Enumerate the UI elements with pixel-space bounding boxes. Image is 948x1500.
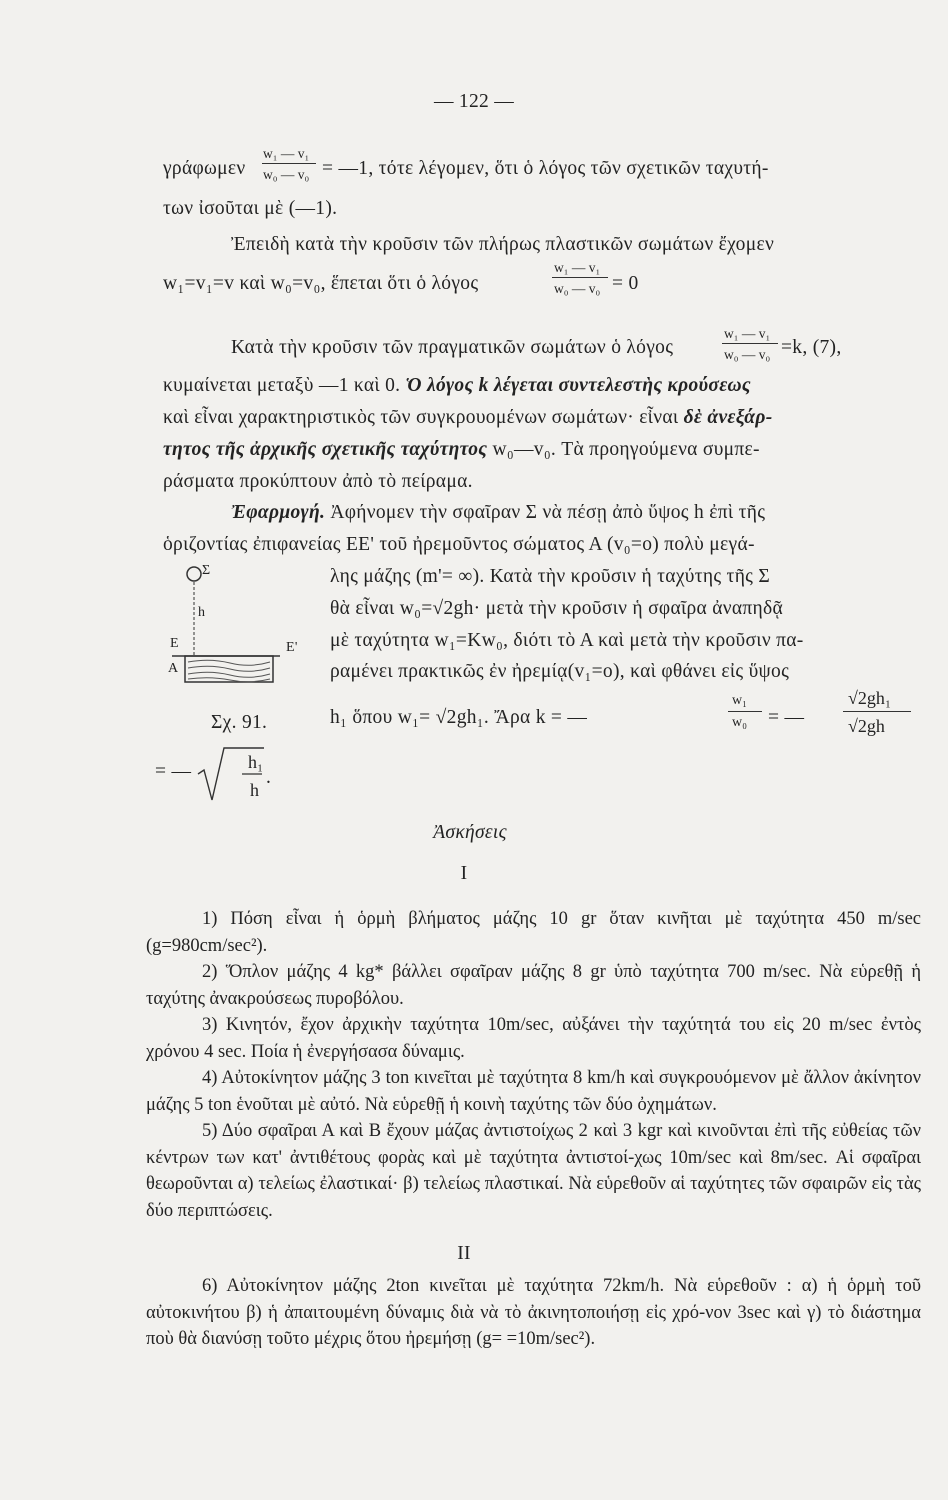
fraction-numerator: w₁ xyxy=(732,693,747,708)
text-line: μὲ ταχύτητα w₁=Kw₀, διότι τὸ Α καὶ μετὰ τὴν κροῦσιν πα- xyxy=(330,630,804,651)
exercise-item: 5) Δύο σφαῖραι Α καὶ Β ἔχουν μάζας ἀντιστοίχως 2 καὶ 3 kgr καὶ κινοῦνται ἐπὶ τῆς εὐθείας τῶν κέντρων των κατ' ἀντιθέτους φορὰς καὶ μὲ ταχύτητα ἀντιστοί-χως 10m/sec καὶ 8m/sec. Αἱ σφαῖραι θεωροῦνται α) τελείως ἐλαστικαί· β) τελείως πλαστικαί. Νὰ εὑρεθοῦν αἱ ταχύτητες τῶν σφαιρῶν εἰς τὰς δύο περιπτώσεις. xyxy=(146,1121,921,1221)
exercise-item: 6) Αὐτοκίνητον μάζης 2ton κινεῖται μὲ ταχύτητα 72km/h. Νὰ εὑρεθοῦν : α) ἡ ὁρμὴ τοῦ αὐτοκινήτου β) ἡ ἀπαιτουμένη δύναμις διὰ νὰ τὸ ἀκινητοποιήσῃ εἰς χρό-νον 3sec καὶ γ) τὸ διάστημα ποὺ θὰ διανύσῃ τοῦτο μέχρις ὅτου ἠρεμήσῃ (g= =10m/sec²). xyxy=(146,1276,921,1349)
text-line: =k, (7), xyxy=(781,337,842,358)
fraction-denominator: h xyxy=(250,780,259,800)
text-line: θὰ εἶναι w₀=√2gh· μετὰ τὴν κροῦσιν ἡ σφαῖρα ἀναπηδᾷ xyxy=(330,598,784,619)
fraction-bar xyxy=(843,711,911,712)
text-line: ράσματα προκύπτουν ἀπὸ τὸ πείραμα. xyxy=(163,471,473,492)
application-heading: Ἐφαρμογή. xyxy=(231,502,326,523)
roman-numeral: II xyxy=(457,1243,471,1264)
label-e: Ε xyxy=(170,636,179,651)
fraction-numerator: w₁ — v₁ xyxy=(554,260,601,275)
text-line: = — xyxy=(768,707,805,728)
label-h: h xyxy=(198,605,206,620)
fraction-numerator: h₁ xyxy=(248,752,264,772)
text-normal: καὶ εἶναι χαρακτηριστικὸς τῶν συγκρουομένων σωμάτων· εἶναι xyxy=(163,407,679,428)
text-line: = 0 xyxy=(612,273,639,294)
text-line xyxy=(163,406,773,430)
text-line: h₁ ὅπου w₁= √2gh₁. Ἄρα k = — xyxy=(330,707,588,728)
page-number: — 122 — xyxy=(433,91,515,112)
text-normal: Ἀφήνομεν τὴν σφαῖραν Σ νὰ πέσῃ ἀπὸ ὕψος h ἐπὶ τῆς xyxy=(330,502,766,523)
fraction-denominator: w₀ — v₀ xyxy=(554,281,601,296)
fraction-bar xyxy=(728,711,762,712)
fraction-numerator: w₁ — v₁ xyxy=(263,146,310,161)
figure-caption: Σχ. 91. xyxy=(211,712,268,733)
figure-91-diagram xyxy=(170,560,330,710)
exercise-item: 2) Ὅπλον μάζης 4 kg* βάλλει σφαῖραν μάζης 8 gr ὑπὸ ταχύτητα 700 m/sec. Νὰ εὑρεθῇ ἡ ταχύτης ἀνακρούσεως πυροβόλου. xyxy=(146,962,921,1009)
wood-grain xyxy=(188,660,270,682)
exercise-item: 4) Αὐτοκίνητον μάζης 3 ton κινεῖται μὲ ταχύτητα 8 km/h καὶ συγκρουόμενον μὲ ἄλλον ἀκίνητον μάζης 5 ton ἑνοῦται μὲ αὐτό. Νὰ εὑρεθῇ ἡ κοινὴ ταχύτης τῶν δύο ὀχημάτων. xyxy=(146,1068,921,1115)
fraction-denominator: w₀ xyxy=(732,715,747,730)
exercises-list xyxy=(146,1273,921,1353)
text-line: = — xyxy=(155,761,192,782)
fraction-denominator: √2gh xyxy=(848,716,885,736)
text-line xyxy=(163,438,760,462)
text-line: = —1, τότε λέγομεν, ὅτι ὁ λόγος τῶν σχετικῶν ταχυτή- xyxy=(322,158,769,179)
definition-italic: τητος τῆς ἀρχικῆς σχετικῆς ταχύτητος xyxy=(163,439,488,460)
exercises-list xyxy=(146,906,921,1224)
text-line: των ἰσοῦται μὲ (—1). xyxy=(163,198,338,219)
text-line: Κατὰ τὴν κροῦσιν τῶν πραγματικῶν σωμάτων ὁ λόγος xyxy=(231,337,674,358)
text-line xyxy=(163,374,751,398)
text-line: ραμένει πρακτικῶς ἐν ἠρεμίᾳ(v₁=o), καὶ φθάνει εἰς ὕψος xyxy=(330,661,790,682)
period: . xyxy=(266,767,272,788)
text-line: λης μάζης (m'= ∞). Κατὰ τὴν κροῦσιν ἡ ταχύτης τῆς Σ xyxy=(330,566,771,587)
sphere-sigma xyxy=(187,567,201,581)
fraction-bar xyxy=(262,163,316,164)
text-line: ὁριζοντίας ἐπιφανείας ΕΕ' τοῦ ἠρεμοῦντος σώματος Α (v₀=o) πολὺ μεγά- xyxy=(163,534,755,555)
fraction-denominator: w₀ — v₀ xyxy=(263,167,310,182)
text-line: γράφωμεν xyxy=(163,158,246,179)
fraction-bar xyxy=(722,343,778,344)
text-line: Ἐπειδὴ κατὰ τὴν κροῦσιν τῶν πλήρως πλαστικῶν σωμάτων ἔχομεν xyxy=(231,234,775,255)
fraction-denominator: w₀ — v₀ xyxy=(724,347,771,362)
exercise-item: 3) Κινητόν, ἔχον ἀρχικὴν ταχύτητα 10m/sec, αὐξάνει τὴν ταχύτητά του εἰς 20 m/sec ἐντὸς χρόνου 4 sec. Ποία ἡ ἐνεργήσασα δύναμις. xyxy=(146,1015,921,1062)
text-normal: w₀—v₀. Τὰ προηγούμενα συμπε- xyxy=(492,439,760,460)
fraction-numerator: √2gh₁ xyxy=(848,688,892,708)
exercise-item: 1) Πόση εἶναι ἡ ὁρμὴ βλήματος μάζης 10 gr ὅταν κινῆται μὲ ταχύτητα 450 m/sec (g=980cm/sec²). xyxy=(146,909,921,956)
roman-numeral: I xyxy=(460,863,468,884)
fraction-numerator: w₁ — v₁ xyxy=(724,326,771,341)
section-title: Ἀσκήσεις xyxy=(433,822,507,843)
text-normal: κυμαίνεται μεταξὺ —1 καὶ 0. xyxy=(163,375,401,396)
text-line xyxy=(231,501,765,525)
definition-italic: δὲ ἀνεξάρ- xyxy=(683,407,773,428)
text-line: w₁=v₁=v καὶ w₀=v₀, ἕπεται ὅτι ὁ λόγος xyxy=(163,273,479,294)
label-sigma: Σ xyxy=(202,563,211,578)
fraction-bar xyxy=(552,277,608,278)
definition-italic: Ὁ λόγος k λέγεται συντελεστὴς κρούσεως xyxy=(405,375,751,396)
label-e-prime: Ε' xyxy=(286,640,298,655)
label-a: Α xyxy=(168,661,179,676)
